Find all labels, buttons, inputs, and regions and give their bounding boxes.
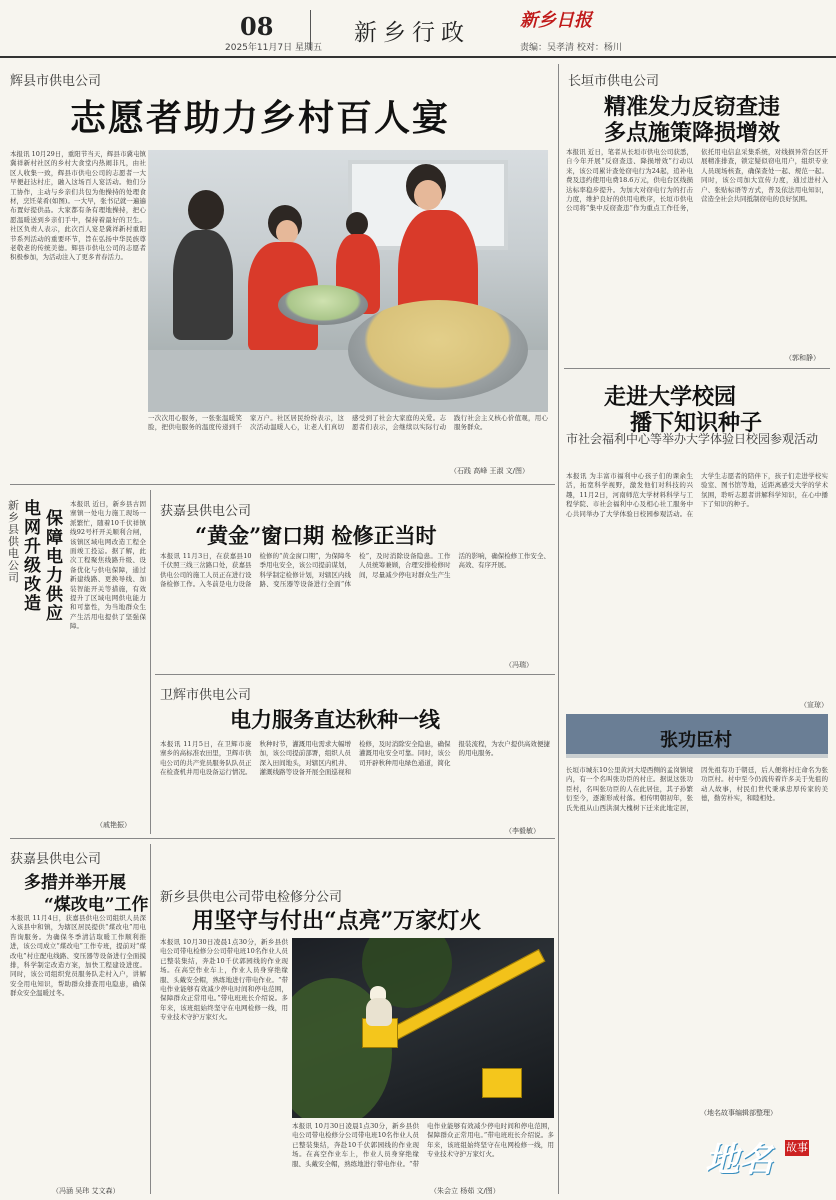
article8-body: 本报讯 为丰富市福利中心孩子们的课余生活，拓宽科学视野，激发他们对科技的兴趣，11月2日，河南师范大学材料科学与工程学院、市社会福利中心及相心社工服务中心共同举办了大学体验日校园参观活动。在大学生志愿者的陪伴下，孩子们走进学校实验室、图书馆等地，近距离感受大学的学术氛围，聆听志愿者讲解科学知识，在心中播下了知识的种子。	[566, 472, 828, 518]
article5-kicker: 新乡县供电公司	[8, 499, 19, 584]
article5-headline-1: 电网升级改造	[24, 499, 41, 614]
photo-pot	[348, 300, 528, 400]
article6-headline-1: 多措并举开展	[24, 873, 126, 893]
article8-headline-1: 走进大学校园	[604, 384, 737, 410]
section-divider	[564, 368, 830, 369]
section-divider	[155, 674, 555, 675]
article6-body: 本报讯 11月4日，获嘉县供电公司组织人员深入该县中和镇，为辖区居民提供“煤改电”用电咨询服务。为确保冬季清洁取暖工作顺利推进，该公司成立“煤改电”工作专班，提前对“煤改电”村庄配电线路、变压器等设备进行全面摸排，科学制定改造方案，加快工程建设进度。同时，该公司组织党员服务队走村入户，讲解安全用电知识，帮助群众排查用电隐患，确保群众安全温暖过冬。	[10, 914, 146, 998]
article5-headline-2: 保障电力供应	[46, 509, 63, 624]
article1-kicker: 辉县市供电公司	[10, 74, 102, 89]
section-name: 新乡行政	[354, 20, 470, 46]
article2-kicker: 长垣市供电公司	[568, 74, 660, 89]
live-line-work-photo	[292, 938, 554, 1118]
article6-kicker: 获嘉县供电公司	[10, 852, 102, 867]
article5-body: 本报讯 近日，新乡县古固寨镇一处电力施工现场一派繁忙，随着10千伏祥镇线92号杆开关顺利合闸，该镇区域电网改造工程全面竣工投运。据了解，此次工程聚焦线路升级、设备优化与供电保障，通过新建线路、更换导线、加装智能开关等措施，有效提升了区域电网供电能力和可靠性，为当地群众生产生活用电提供了坚强保障。	[70, 500, 146, 631]
article3-credit: （冯瑞）	[505, 661, 533, 669]
article6-headline-2: “煤改电”工作	[44, 895, 149, 915]
photo-person	[414, 180, 442, 210]
article1-lead: 本报讯 10月29日，重阳节当天，辉县市冀屯镇冀祥新村社区的乡村大食堂内热闹非凡，由社区人收集一致，辉县市供电公司的志愿者一大早便赶达村庄，融入这场百人宴活动。他们分工协作，主动与乡亲们共包为他操持的处理食材，烹饪菜肴(如图)。一大早，张书记就一遍遍布置好提供品。大家都有条有理地操持，把心愿温暖送到乡亲们手中，保持着最好的卫生。社区负责人表示，此次百人宴是冀祥新村重阳节系列活动的重要环节，旨在弘扬中华民族尊老敬老的传统美德。辉县市供电公司的志愿者积极参加，为活动注入了更多青春活力。	[10, 150, 146, 262]
article7-headline: 用坚守与付出“点亮”万家灯火	[192, 908, 482, 934]
article8-kicker: 市社会福利中心等举办大学体验日校园参观活动	[566, 432, 819, 446]
article1-body: 一次次用心服务，一张张温暖笑脸，把供电服务的温度传递到千家万户。社区居民纷纷表示，这次活动温暖人心，让老人们真切感受到了社会大家庭的关爱。志愿者们表示，会继续以实际行动践行社会主义核心价值观，用心服务群众。	[148, 414, 548, 432]
issue-date: 2025年11月7日 星期五	[225, 43, 322, 53]
article1-headline: 志愿者助力乡村百人宴	[70, 97, 451, 139]
article1-credit: （石践 高峰 王淑 文/图）	[450, 467, 530, 475]
article3-kicker: 获嘉县供电公司	[160, 504, 252, 519]
article7-body-cont: 本报讯 10月30日凌晨1点30分，新乡县供电公司带电检修分公司带电班10名作业人员已整装集结，奔赴10千伏郭园线的作业现场。在高空作业车上，作业人员身穿绝缘服、头戴安全帽，熟练地进行带电作业。“带电作业能够有效减少停电时间和停电范围，保障群众正常用电。”带电班班长介绍说。多年来，该班组始终坚守在电网检修一线，用专业技术守护万家灯火。	[292, 1122, 554, 1168]
column-divider	[150, 844, 151, 1194]
editor-credits: 责编：吴孝清 校对：杨川	[520, 43, 622, 53]
article4-kicker: 卫辉市供电公司	[160, 688, 252, 703]
photo-person	[276, 220, 298, 244]
article5-credit: （戚艳振）	[96, 821, 131, 829]
article2-body: 本报讯 近日，笔者从长垣市供电公司获悉，自今年开展“反窃查违、降损增效”行动以来，该公司累计查处窃电行为24起，追补电费及违约使用电费18.6万元，供电台区线损达标率稳步提升。为加大对窃电行为的打击力度，维护良好的供用电秩序，长垣市供电公司将“集中反窃查违”作为重点工作任务，依托用电信息采集系统，对线损异常台区开展精准排查，锁定疑似窃电用户，组织专业人员现场核查，确保查处一起、规范一起。同时，该公司加大宣传力度，通过进村入户、张贴标语等方式，普及依法用电知识，营造全社会共同抵制窃电的良好氛围。	[566, 148, 828, 213]
article2-credit: （郭和静）	[785, 354, 820, 362]
photo-person	[188, 190, 224, 230]
stamp-sub: 故事	[786, 1141, 808, 1154]
article2-headline-2: 多点施策降损增效	[604, 120, 781, 146]
masthead	[0, 0, 836, 58]
photo-person	[173, 230, 233, 340]
column-divider	[150, 490, 151, 834]
photo-worker	[366, 998, 392, 1026]
article3-headline: “黄金”窗口期 检修正当时	[195, 523, 437, 548]
photo-person	[346, 212, 368, 236]
article9-body: 长垣市城东10公里黄河大堤西侧的孟岗镇境内，有一个名叫张功臣的村庄。据说这张功臣村，名叫张功臣的人在此居住，其子孙繁衍至今，逐渐形成村落。相传明朝初年，张氏先祖从山西洪洞大槐树下迁来此地定居，因先祖有功于朝廷，后人便将村庄命名为张功臣村。村中至今仍流传着许多关于先祖的动人故事，村民们世代秉承忠厚传家的美德，勤劳朴实，和睦相处。	[566, 766, 828, 812]
article7-body: 本报讯 10月30日凌晨1点30分，新乡县供电公司带电检修分公司带电班10名作业人员已整装集结，奔赴10千伏郭园线的作业现场。在高空作业车上，作业人员身穿绝缘服、头戴安全帽，熟练地进行带电作业。“带电作业能够有效减少停电时间和停电范围，保障群众正常用电。”带电班班长介绍说。多年来，该班组始终坚守在电网检修一线，用专业技术守护万家灯火。	[160, 938, 288, 1022]
article3-body: 本报讯 11月3日，在获嘉县10千伏照三线三岔路口处，获嘉县供电公司的施工人员正在进行设备检修工作。入冬前是电力设备检修的“黄金窗口期”，为保障冬季用电安全，该公司提前谋划，科学制定检修计划，对辖区内线路、变压器等设备进行全面“体检”，及时消除设备隐患。工作人员统筹兼顾，合理安排检修时间，尽量减少停电对群众生产生活的影响，确保检修工作安全、高效、有序开展。	[160, 552, 550, 589]
article8-headline-2: 播下知识种子	[630, 410, 763, 436]
article7-credit: （朱会立 杨茹 文/图）	[430, 1187, 500, 1195]
newspaper-logo: 新乡日报	[520, 10, 592, 31]
article7-kicker: 新乡县供电公司带电检修分公司	[160, 890, 343, 905]
article2-headline-1: 精准发力反窃查违	[604, 94, 781, 120]
place-name-story-logo	[695, 1120, 815, 1190]
page-number: 08	[240, 12, 274, 41]
photo-bowl	[278, 285, 368, 325]
article9-headline: 张功臣村	[660, 730, 732, 751]
section-divider	[10, 838, 555, 839]
article8-credit: （宣琼）	[800, 701, 828, 709]
photo-bucket	[482, 1068, 522, 1098]
stamp-text: 地名	[705, 1140, 773, 1180]
section-divider	[10, 484, 555, 485]
volunteers-photo	[148, 150, 548, 412]
article6-credit: （冯涵 吴玮 艾文森）	[52, 1187, 120, 1195]
article9-credit: （地名故事编辑部整理）	[700, 1109, 777, 1117]
article4-body: 本报讯 11月5日，在卫辉市庞寨乡的高标准农田里，卫辉市供电公司的共产党员服务队队员正在检查机井用电设备运行情况。秋种时节，灌溉用电需求大幅增加，该公司提前部署，组织人员深入田间地头，对辖区内机井、灌溉线路等设备开展全面巡视和检修，及时消除安全隐患，确保灌溉用电安全可靠。同时，该公司开辟秋种用电绿色通道，简化报装流程，为农户提供高效便捷的用电服务。	[160, 740, 550, 777]
column-divider	[558, 64, 559, 1194]
article4-headline: 电力服务直达秋种一线	[230, 707, 440, 732]
article4-credit: （李毅敏）	[505, 827, 540, 835]
